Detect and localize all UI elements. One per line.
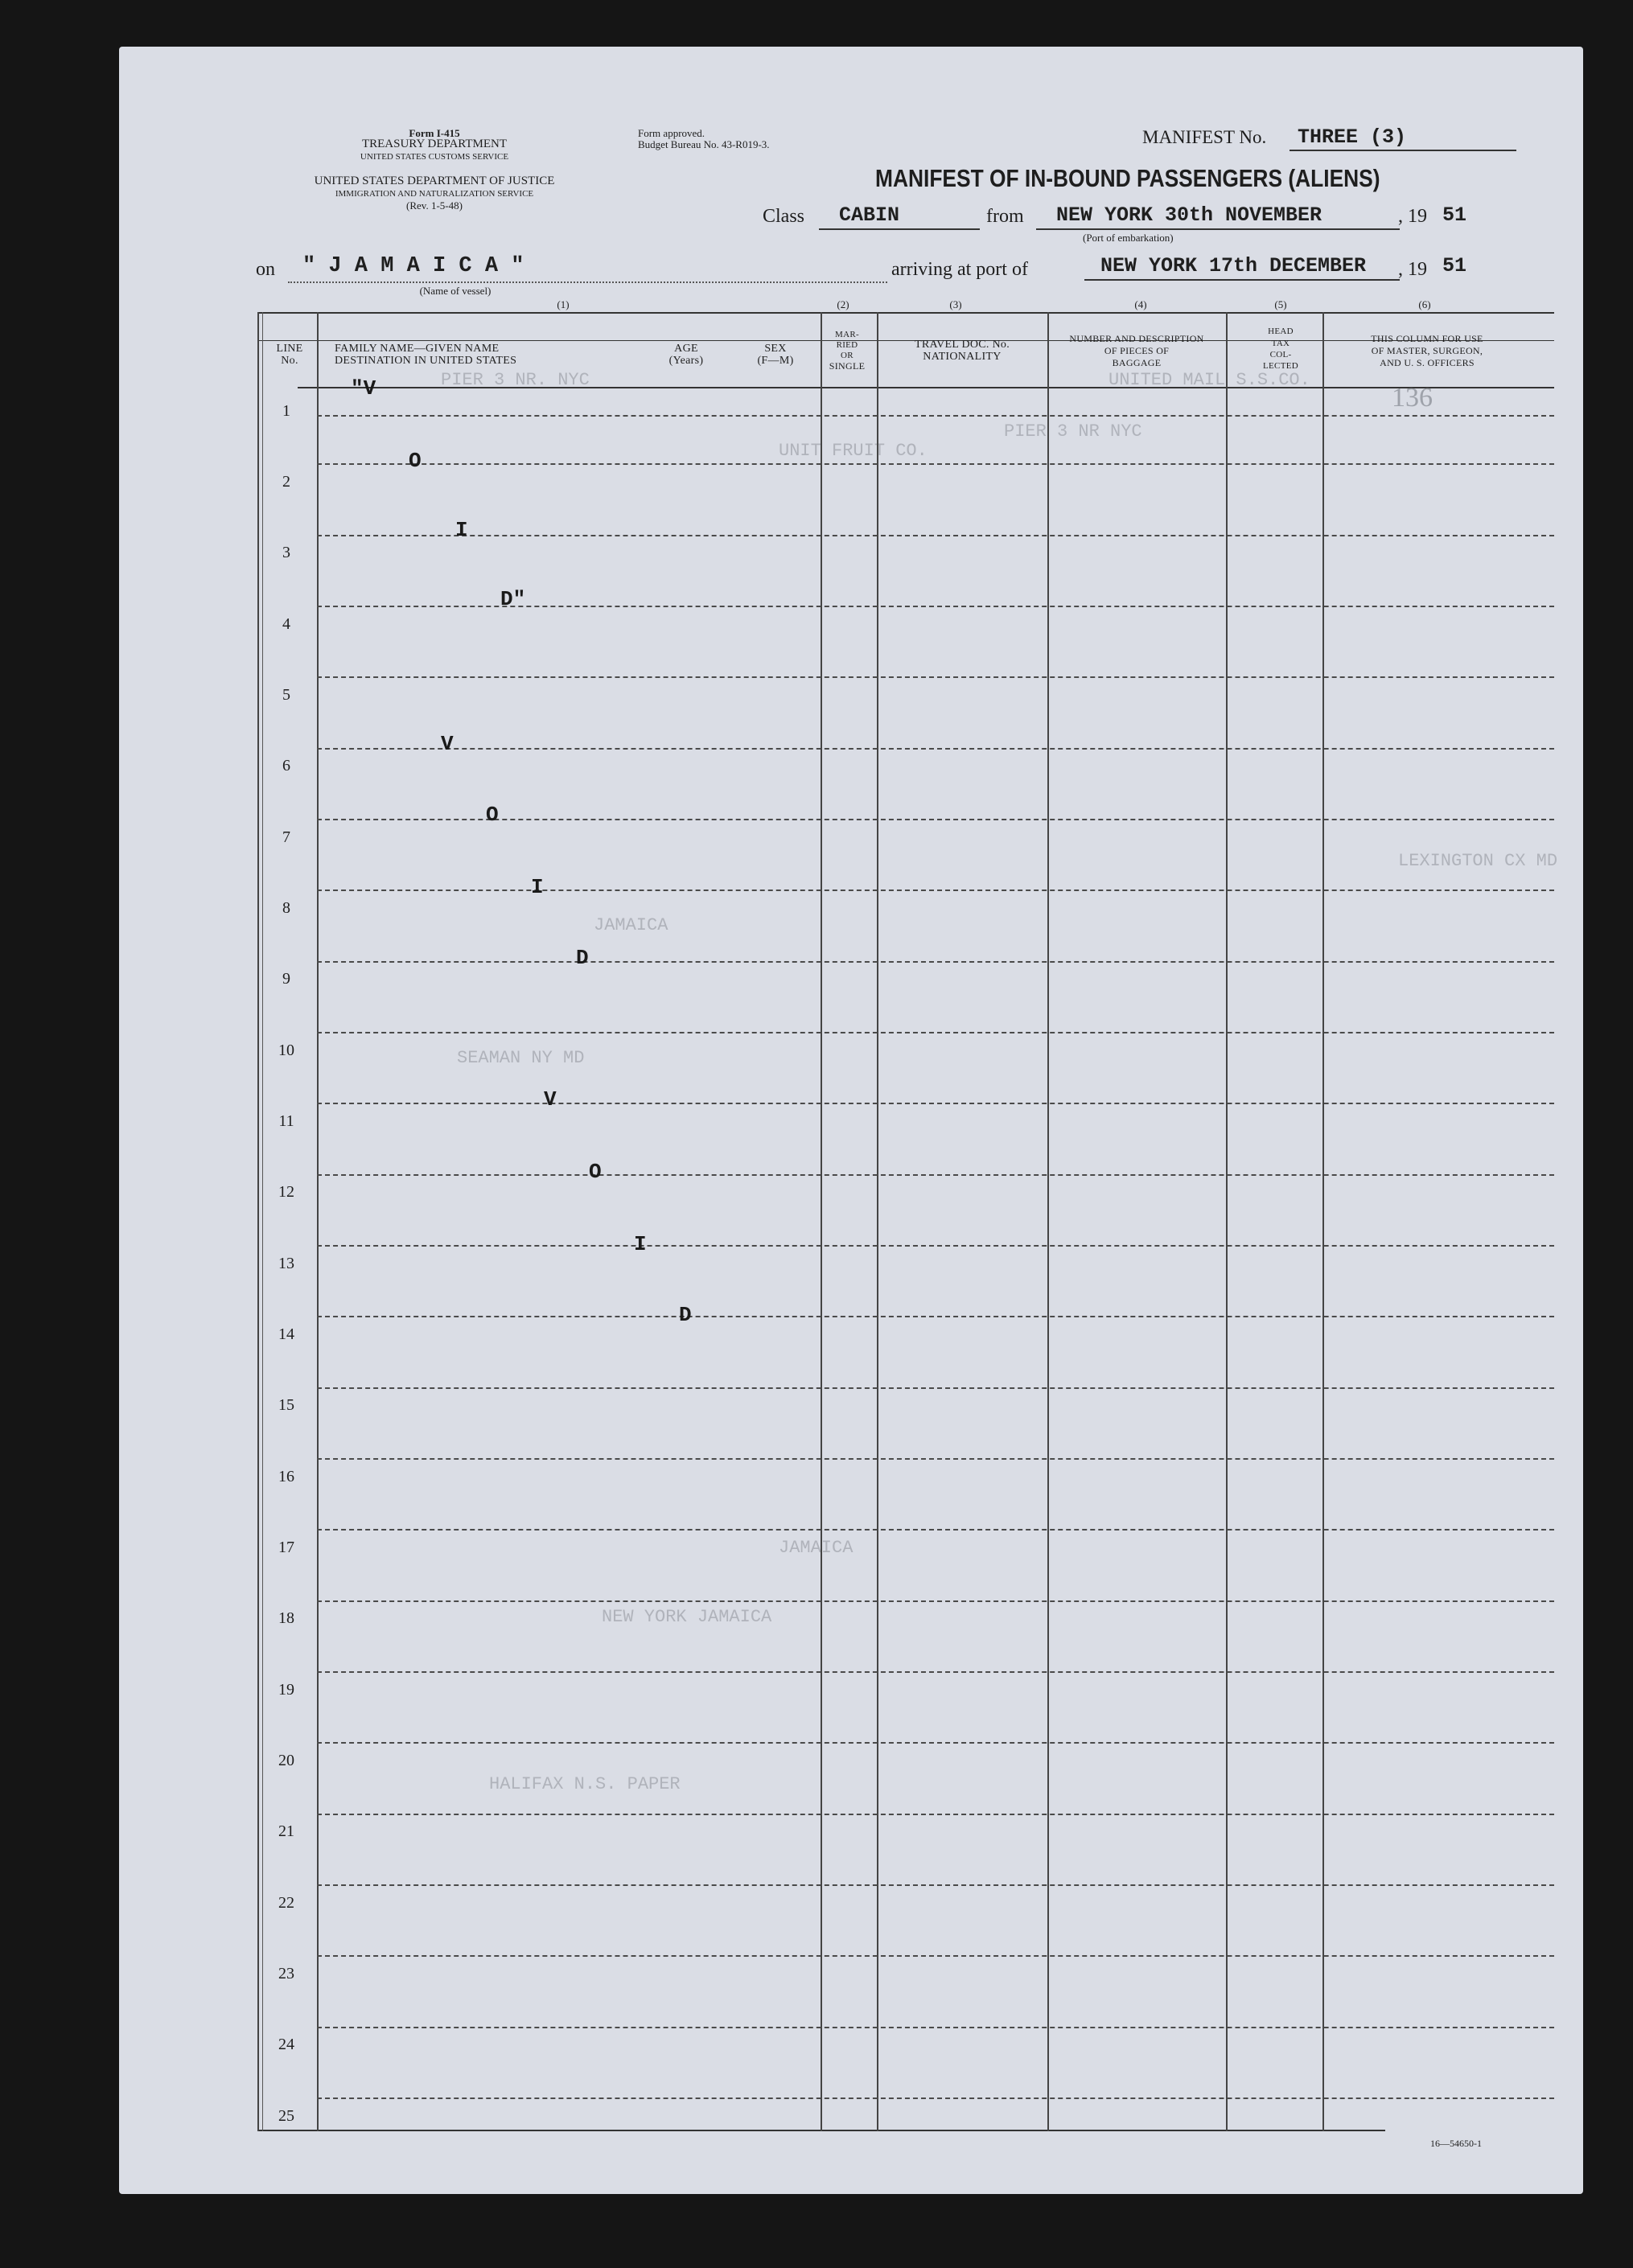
manifest-number: THREE (3) bbox=[1298, 125, 1407, 149]
line-number: 5 bbox=[282, 686, 290, 704]
col-header-age-unit: (Years) bbox=[668, 355, 704, 367]
col-header-age: AGE bbox=[674, 343, 698, 355]
void-letter: D" bbox=[500, 587, 526, 611]
line-number: 9 bbox=[282, 970, 290, 988]
line-number: 3 bbox=[282, 544, 290, 561]
year-prefix-1: , 19 bbox=[1398, 206, 1427, 227]
col-number-2: (2) bbox=[837, 298, 849, 310]
line-number: 4 bbox=[282, 615, 290, 633]
col-number-6: (6) bbox=[1418, 298, 1431, 310]
col-header-sex-values: (F—M) bbox=[757, 355, 794, 367]
void-letter: O bbox=[486, 803, 499, 827]
line-number: 8 bbox=[282, 899, 290, 917]
col-header-tax-3: COL- bbox=[1269, 350, 1292, 360]
void-letter: V bbox=[544, 1087, 557, 1111]
line-number: 23 bbox=[278, 1965, 294, 1982]
col-header-married-1: MAR- bbox=[835, 330, 859, 339]
treasury-dept: TREASURY DEPARTMENT bbox=[361, 138, 508, 150]
void-letter: I bbox=[531, 875, 544, 899]
col-header-tax-2: TAX bbox=[1271, 339, 1290, 348]
line-number: 10 bbox=[278, 1042, 294, 1059]
class-label: Class bbox=[763, 206, 805, 227]
col-header-name: FAMILY NAME—GIVEN NAME bbox=[335, 343, 500, 355]
class-value: CABIN bbox=[839, 203, 900, 227]
col-number-5: (5) bbox=[1274, 298, 1287, 310]
form-revision: (Rev. 1-5-48) bbox=[406, 199, 463, 212]
col-header-officers-2: OF MASTER, SURGEON, bbox=[1371, 345, 1483, 356]
form-code: 16—54650-1 bbox=[1430, 2138, 1482, 2149]
arrival-value: NEW YORK 17th DECEMBER bbox=[1100, 254, 1367, 277]
col-header-travel-doc: TRAVEL DOC. No. bbox=[914, 339, 1010, 351]
col-header-line-2: No. bbox=[281, 355, 298, 367]
line-number: 11 bbox=[278, 1112, 294, 1130]
col-header-officers-1: THIS COLUMN FOR USE bbox=[1371, 333, 1483, 344]
col-header-officers-3: AND U. S. OFFICERS bbox=[1380, 357, 1475, 368]
year-value-2: 51 bbox=[1442, 254, 1467, 277]
void-letter: I bbox=[455, 518, 468, 542]
col-header-tax-4: LECTED bbox=[1263, 361, 1298, 371]
line-number: 15 bbox=[278, 1396, 294, 1414]
year-prefix-2: , 19 bbox=[1398, 259, 1427, 280]
col-header-sex: SEX bbox=[764, 343, 787, 355]
line-number: 7 bbox=[282, 828, 290, 846]
col-header-baggage-3: BAGGAGE bbox=[1112, 357, 1162, 368]
embarkation-value: NEW YORK 30th NOVEMBER bbox=[1056, 203, 1322, 227]
ins-service: IMMIGRATION AND NATURALIZATION SERVICE bbox=[335, 189, 534, 199]
form-number: Form I-415 bbox=[409, 127, 460, 139]
manifest-sheet: PIER 3 NR. NYC UNITED MAIL S.S.CO. PIER 3 NR NYC UNIT FRUIT CO. LEXINGTON CX MD JAMAICA SEAMAN NY MD JAMAICA NEW YORK JAMAICA HALIFAX N.S. PAPER Form I-415 TREASURY DEPARTMENT UNITED STATES CUSTOMS SERVICE UNITED STATES DEPARTMENT OF JUSTICE IMMIGRATION AND NATURALIZATION SERVICE (Rev. 1-5-48) Form approved. Budget Bureau No. 43-R019-3. MANIFEST No. THREE (3) MANIFEST OF IN-BOUND PASSENGERS (ALIENS) Class CABIN from NEW YORK 30th NOVEMBER , 19 51 (Port of embarkation) on " J A M A I C A " (Name of vessel) arriving at port of NEW YORK 17th DECEMBER , 19 51 (1) (2) (3) (4) (5) (6) LINE No. FAMILY NAME—GIVEN NAME DESTINATION IN UNITED STATES AGE (Years) SEX (F—M) MAR- RIED OR SINGLE TRAVEL DOC. No. NATIONALITY NUMBER AND DESCRIPTION OF PIECES OF BAGGAGE HEAD TAX COL- LECTED THIS COLUMN FOR USE OF MASTER, SURGEON, AND U. S. OFFICERS 1 2 3 4 5 6 7 8 9 10 11 12 13 14 15 16 17 18 19 20 21 22 23 24 25 "V O I D" V O I D V O I D 136 16—54650-1 bbox=[119, 47, 1583, 2194]
embarkation-caption: (Port of embarkation) bbox=[1083, 232, 1174, 244]
line-number: 19 bbox=[278, 1681, 294, 1699]
from-label: from bbox=[986, 206, 1024, 227]
void-letter: O bbox=[409, 449, 422, 473]
line-number: 20 bbox=[278, 1752, 294, 1769]
manifest-label: MANIFEST No. bbox=[1142, 127, 1267, 147]
void-letter: D bbox=[679, 1303, 692, 1327]
col-header-destination: DESTINATION IN UNITED STATES bbox=[335, 355, 517, 367]
col-number-3: (3) bbox=[949, 298, 962, 310]
col-header-baggage-2: OF PIECES OF bbox=[1104, 345, 1170, 356]
form-approved: Form approved. bbox=[638, 127, 705, 139]
col-header-married-2: RIED bbox=[836, 340, 858, 350]
void-letter: V bbox=[441, 732, 454, 756]
line-number: 13 bbox=[278, 1255, 294, 1272]
line-number: 6 bbox=[282, 757, 290, 774]
line-number: 2 bbox=[282, 473, 290, 491]
justice-dept: UNITED STATES DEPARTMENT OF JUSTICE bbox=[314, 175, 555, 187]
line-number: 17 bbox=[278, 1539, 294, 1556]
customs-service: UNITED STATES CUSTOMS SERVICE bbox=[360, 152, 509, 162]
col-header-line-1: LINE bbox=[276, 343, 303, 355]
line-number: 25 bbox=[278, 2107, 294, 2125]
line-number: 1 bbox=[282, 402, 290, 420]
line-number: 14 bbox=[278, 1325, 294, 1343]
void-letter: O bbox=[589, 1160, 602, 1184]
col-header-married-3: OR bbox=[841, 351, 854, 360]
void-letter: "V bbox=[351, 376, 376, 401]
vessel-caption: (Name of vessel) bbox=[419, 285, 492, 297]
on-label: on bbox=[256, 259, 275, 280]
budget-bureau: Budget Bureau No. 43-R019-3. bbox=[638, 138, 770, 150]
line-number: 12 bbox=[278, 1183, 294, 1201]
faint-page-number: 136 bbox=[1392, 383, 1433, 413]
col-header-nationality: NATIONALITY bbox=[923, 351, 1002, 363]
line-number: 24 bbox=[278, 2036, 294, 2053]
line-number: 22 bbox=[278, 1894, 294, 1912]
page-title: MANIFEST OF IN-BOUND PASSENGERS (ALIENS) bbox=[875, 164, 1380, 192]
void-letter: D bbox=[576, 946, 589, 970]
col-header-tax-1: HEAD bbox=[1268, 327, 1294, 336]
col-header-married-4: SINGLE bbox=[829, 360, 866, 372]
arriving-label: arriving at port of bbox=[891, 259, 1028, 280]
year-value-1: 51 bbox=[1442, 203, 1467, 227]
vessel-name: " J A M A I C A " bbox=[302, 254, 524, 278]
col-number-4: (4) bbox=[1134, 298, 1147, 310]
col-number-1: (1) bbox=[557, 298, 570, 310]
void-letter: I bbox=[634, 1232, 647, 1256]
line-number: 21 bbox=[278, 1822, 294, 1840]
col-header-baggage-1: NUMBER AND DESCRIPTION bbox=[1069, 333, 1204, 344]
line-number: 18 bbox=[278, 1609, 294, 1627]
line-number: 16 bbox=[278, 1468, 294, 1485]
